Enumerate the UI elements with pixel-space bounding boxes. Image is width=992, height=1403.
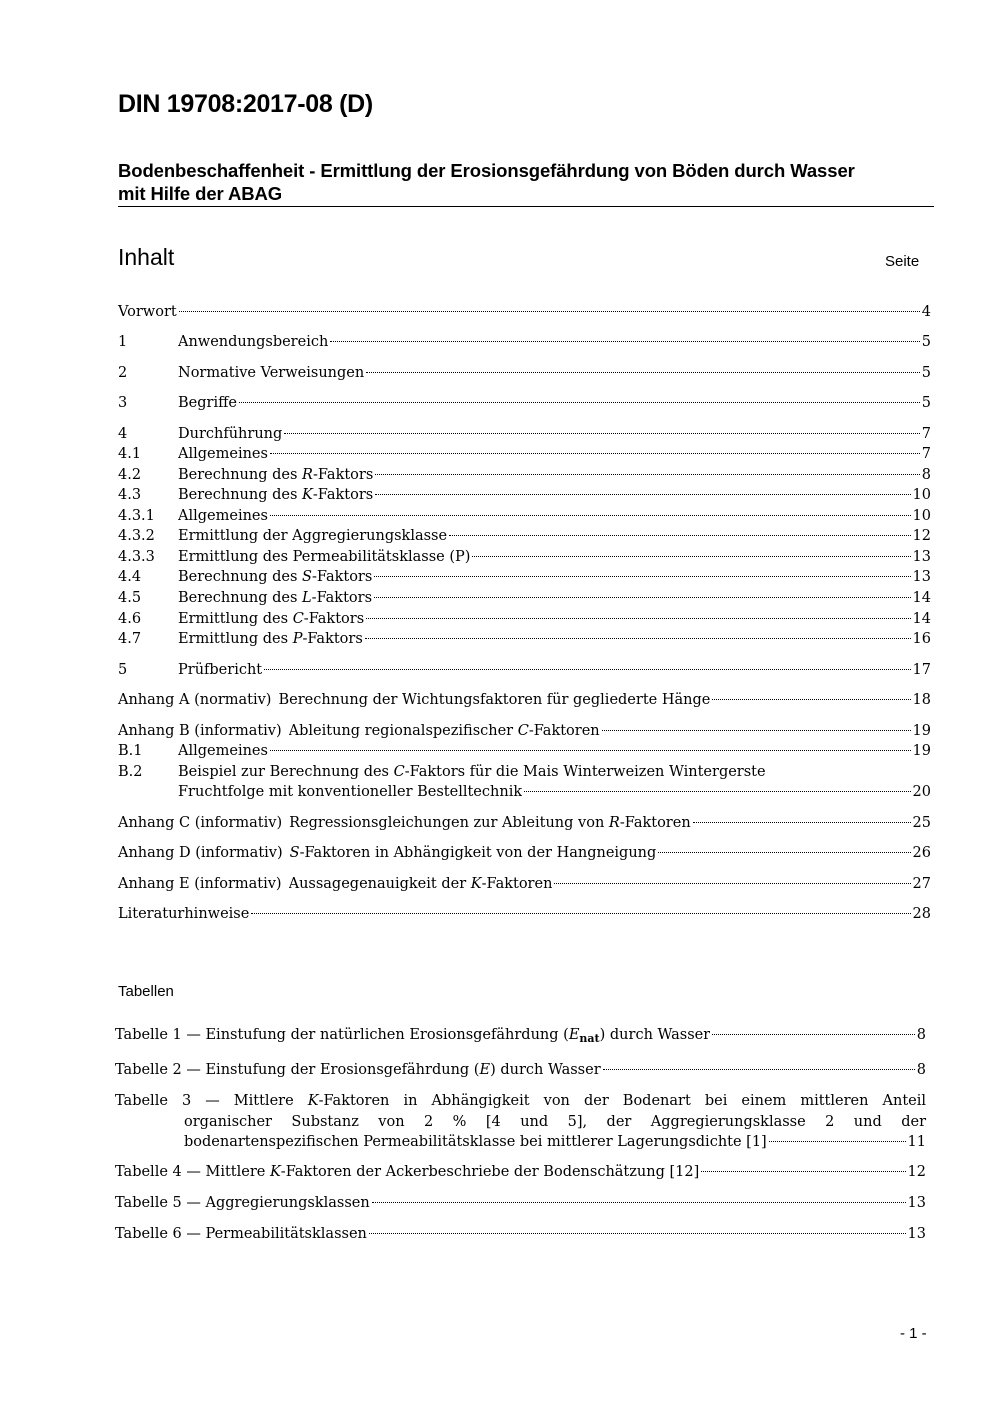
toc-entry-4-2[interactable] [118, 465, 931, 485]
toc-entry-number: 1 [118, 334, 128, 350]
table-entry-label: Tabelle 2 — Einstufung der Erosionsgefährdung (E) durch Wasser [115, 1062, 601, 1078]
math-symbol: C [393, 764, 405, 780]
math-symbol: C [517, 723, 529, 739]
toc-leader [769, 1141, 906, 1142]
table-entry-page: 12 [907, 1164, 926, 1180]
toc-leader [693, 822, 911, 823]
toc-entry-literaturhinweise[interactable] [118, 904, 931, 924]
toc-entry-number: 4.3.3 [118, 549, 155, 565]
toc-entry-label: Durchführung [178, 426, 283, 442]
table-entry-2[interactable] [115, 1060, 926, 1080]
table-entry-label: Tabelle 3 — Mittlere K-Faktoren in Abhängigkeit von der Bodenart bei einem mittleren Anteil [115, 1093, 926, 1109]
toc-leader [375, 494, 910, 495]
toc-entry-page: 10 [912, 487, 931, 503]
toc-entry-page: 14 [912, 611, 931, 627]
toc-entry-label: Ermittlung der Aggregierungsklasse [178, 528, 448, 544]
toc-entry-label: Berechnung des R-Faktors [178, 467, 374, 483]
toc-leader [270, 453, 920, 454]
subtitle-line-2: mit Hilfe der ABAG [118, 183, 283, 204]
toc-entry-label: Beispiel zur Berechnung des C-Faktors für die Mais Winterweizen Wintergerste [178, 764, 766, 780]
toc-entry-label: Aussagegenauigkeit der K-Faktoren [288, 876, 553, 892]
toc-entry-number: 4.7 [118, 631, 142, 647]
toc-entry-page: 12 [912, 528, 931, 544]
toc-entry-5[interactable] [118, 660, 931, 680]
toc-leader [251, 913, 910, 914]
toc-entry-b-2-continued[interactable] [118, 782, 931, 802]
toc-entry-number: Anhang D (informativ) [118, 845, 283, 861]
math-symbol: R [608, 815, 620, 831]
toc-entry-page: 19 [912, 743, 931, 759]
toc-entry-page: 5 [921, 334, 931, 350]
table-entry-label: Tabelle 5 — Aggregierungsklassen [115, 1195, 370, 1211]
table-entry-label: Tabelle 1 — Einstufung der natürlichen Erosionsgefährdung $(E_{nat})$ durch Wasser [115, 1027, 711, 1045]
document-subtitle [118, 159, 933, 205]
math-symbol: C [292, 611, 304, 627]
toc-entry-4-3[interactable] [118, 485, 931, 505]
toc-entry-4-6[interactable] [118, 609, 931, 629]
toc-leader [524, 791, 910, 792]
toc-heading: Inhalt [118, 244, 175, 270]
toc-entry-3[interactable] [118, 393, 931, 413]
toc-entry-label: Vorwort [118, 304, 177, 320]
toc-entry-page: 25 [912, 815, 931, 831]
toc-entry-label: Begriffe [178, 395, 237, 411]
toc-leader [554, 883, 910, 884]
toc-entry-number: Anhang E (informativ) [118, 876, 282, 892]
toc-entry-page: 20 [912, 784, 931, 800]
toc-leader [449, 535, 910, 536]
toc-leader [366, 618, 910, 619]
toc-entry-label: Allgemeines [178, 446, 268, 462]
math-symbol: P [292, 631, 303, 647]
table-entry-6[interactable] [115, 1224, 926, 1244]
toc-entry-label: Ermittlung des P-Faktors [178, 631, 363, 647]
toc-leader [270, 750, 911, 751]
table-entry-page: 8 [916, 1062, 926, 1078]
toc-entry-label: Literaturhinweise [118, 906, 250, 922]
toc-leader [179, 311, 920, 312]
math-symbol: K [269, 1164, 281, 1180]
toc-entry-page: 4 [921, 304, 931, 320]
title-divider [118, 206, 934, 207]
toc-entry-page: 8 [921, 467, 931, 483]
toc-entry-4-7[interactable] [118, 629, 931, 649]
toc-leader [603, 1069, 915, 1070]
math-symbol: K [470, 876, 482, 892]
toc-entry-anhang-e[interactable] [118, 874, 931, 894]
toc-entry-label: Ableitung regionalspezifischer C-Faktoren [288, 723, 600, 739]
toc-leader [701, 1171, 905, 1172]
math-symbol: R [302, 467, 313, 483]
toc-entry-label: Berechnung des K-Faktors [178, 487, 374, 503]
toc-entry-number: 4.2 [118, 467, 142, 483]
toc-entry-page: 16 [912, 631, 931, 647]
toc-entry-page: 7 [921, 446, 931, 462]
toc-entry-label: Ermittlung des Permeabilitätsklasse (P) [178, 549, 471, 565]
toc-entry-4[interactable] [118, 424, 931, 444]
toc-leader [239, 402, 920, 403]
toc-entry-page: 18 [912, 692, 931, 708]
toc-entry-page: 13 [912, 569, 931, 585]
toc-entry-number: 4.3.1 [118, 508, 155, 524]
toc-leader [374, 597, 911, 598]
toc-leader [270, 515, 911, 516]
table-entry-label-line-2: organischer Substanz von 2 % [4 und 5], der Aggregierungsklasse 2 und der [184, 1113, 926, 1130]
table-entry-label: Tabelle 4 — Mittlere K-Faktoren der Ackerbeschriebe der Bodenschätzung [12] [115, 1164, 700, 1180]
toc-entry-number: 4.1 [118, 446, 142, 462]
tables-heading: Tabellen [118, 983, 174, 1000]
toc-entry-4-3-1[interactable] [118, 506, 931, 526]
toc-entry-page: 28 [912, 906, 931, 922]
toc-leader [658, 852, 910, 853]
toc-entry-anhang-a[interactable] [118, 690, 931, 710]
toc-entry-number: 3 [118, 395, 128, 411]
toc-leader [264, 669, 910, 670]
math-subscript: nat [579, 1032, 600, 1045]
math-symbol: E [568, 1027, 580, 1043]
table-entry-page: 13 [907, 1195, 926, 1211]
toc-entry-page: 5 [921, 365, 931, 381]
table-entry-page: 11 [907, 1134, 926, 1150]
toc-entry-number: Anhang C (informativ) [118, 815, 283, 831]
toc-entry-b-1[interactable] [118, 741, 931, 761]
document-title: DIN 19708:2017-08 (D) [118, 90, 373, 118]
toc-entry-number: 4.5 [118, 590, 142, 606]
page-number: - 1 - [900, 1325, 927, 1342]
table-entry-page: 13 [907, 1226, 926, 1242]
toc-entry-number: 4.3.2 [118, 528, 155, 544]
toc-leader [372, 1202, 906, 1203]
table-entry-3[interactable] [115, 1091, 926, 1153]
toc-leader [366, 372, 920, 373]
toc-leader [365, 638, 911, 639]
toc-entry-label: Allgemeines [178, 743, 268, 759]
toc-entry-page: 26 [912, 845, 931, 861]
table-entry-label-line-3: bodenartenspezifischen Permeabilitätsklasse bei mittlerer Lagerungsdichte [1] [184, 1134, 767, 1150]
toc-entry-number: 4.6 [118, 611, 142, 627]
toc-leader [330, 341, 919, 342]
toc-leader [284, 433, 919, 434]
toc-leader [712, 1034, 915, 1035]
toc-entry-label: Normative Verweisungen [178, 365, 365, 381]
toc-entry-page: 10 [912, 508, 931, 524]
toc-entry-vorwort[interactable] [118, 302, 931, 322]
toc-entry-label: Ermittlung des C-Faktors [178, 611, 365, 627]
toc-entry-label: Berechnung des S-Faktors [178, 569, 373, 585]
toc-entry-label: Regressionsgleichungen zur Ableitung von R-Faktoren [289, 815, 691, 831]
toc-entry-page: 5 [921, 395, 931, 411]
toc-entry-number: 4.4 [118, 569, 142, 585]
toc-entry-label: Berechnung des L-Faktors [178, 590, 373, 606]
math-symbol: S [289, 845, 300, 861]
toc-entry-number: 4 [118, 426, 128, 442]
toc-entry-1[interactable] [118, 332, 931, 352]
toc-entry-number: 5 [118, 662, 128, 678]
toc-entry-number: Anhang B (informativ) [118, 723, 282, 739]
toc-entry-page: 27 [912, 876, 931, 892]
toc-entry-4-1[interactable] [118, 444, 931, 464]
toc-entry-4-3-2[interactable] [118, 526, 931, 546]
toc-entry-number: 4.3 [118, 487, 142, 503]
table-entry-1[interactable] [115, 1025, 926, 1045]
toc-entry-anhang-b[interactable] [118, 721, 931, 741]
toc-leader [369, 1233, 906, 1234]
math-symbol: K [307, 1093, 319, 1109]
toc-page-column-heading: Seite [885, 253, 920, 270]
subtitle-line-1: Bodenbeschaffenheit - Ermittlung der Erosionsgefährdung von Böden durch Wasser [118, 160, 855, 181]
toc-entry-anhang-c[interactable] [118, 813, 931, 833]
math-symbol: E [479, 1062, 491, 1078]
toc-entry-page: 14 [912, 590, 931, 606]
toc-entry-4-3-3[interactable] [118, 547, 931, 567]
toc-entry-page: 17 [912, 662, 931, 678]
toc-entry-label: Anwendungsbereich [178, 334, 329, 350]
math-symbol: K [302, 487, 313, 503]
toc-entry-4-4[interactable] [118, 567, 931, 587]
table-entry-label: Tabelle 6 — Permeabilitätsklassen [115, 1226, 367, 1242]
toc-entry-page: 19 [912, 723, 931, 739]
toc-entry-page: 13 [912, 549, 931, 565]
math-symbol: L [302, 590, 312, 606]
math-symbol: S [302, 569, 312, 585]
toc-leader [712, 699, 910, 700]
table-entry-5[interactable] [115, 1193, 926, 1213]
toc-entry-anhang-d[interactable] [118, 843, 931, 863]
toc-leader [472, 556, 910, 557]
toc-entry-b-2[interactable] [118, 762, 931, 782]
toc-entry-page: 7 [921, 426, 931, 442]
toc-leader [374, 576, 910, 577]
toc-entry-number: B.1 [118, 743, 143, 759]
table-entry-4[interactable] [115, 1162, 926, 1182]
toc-entry-number: Anhang A (normativ) [118, 692, 272, 708]
toc-entry-label: Berechnung der Wichtungsfaktoren für gegliederte Hänge [278, 692, 711, 708]
toc-entry-label: Prüfbericht [178, 662, 263, 678]
toc-entry-2[interactable] [118, 363, 931, 383]
toc-entry-number: B.2 [118, 764, 143, 780]
toc-entry-4-5[interactable] [118, 588, 931, 608]
toc-leader [602, 730, 911, 731]
toc-leader [375, 474, 919, 475]
toc-entry-label: S-Faktoren in Abhängigkeit von der Hangneigung [289, 845, 657, 861]
toc-entry-number: 2 [118, 365, 128, 381]
toc-entry-label: Allgemeines [178, 508, 268, 524]
table-entry-page: 8 [916, 1027, 926, 1043]
toc-entry-label: Fruchtfolge mit konventioneller Bestelltechnik [178, 784, 523, 800]
